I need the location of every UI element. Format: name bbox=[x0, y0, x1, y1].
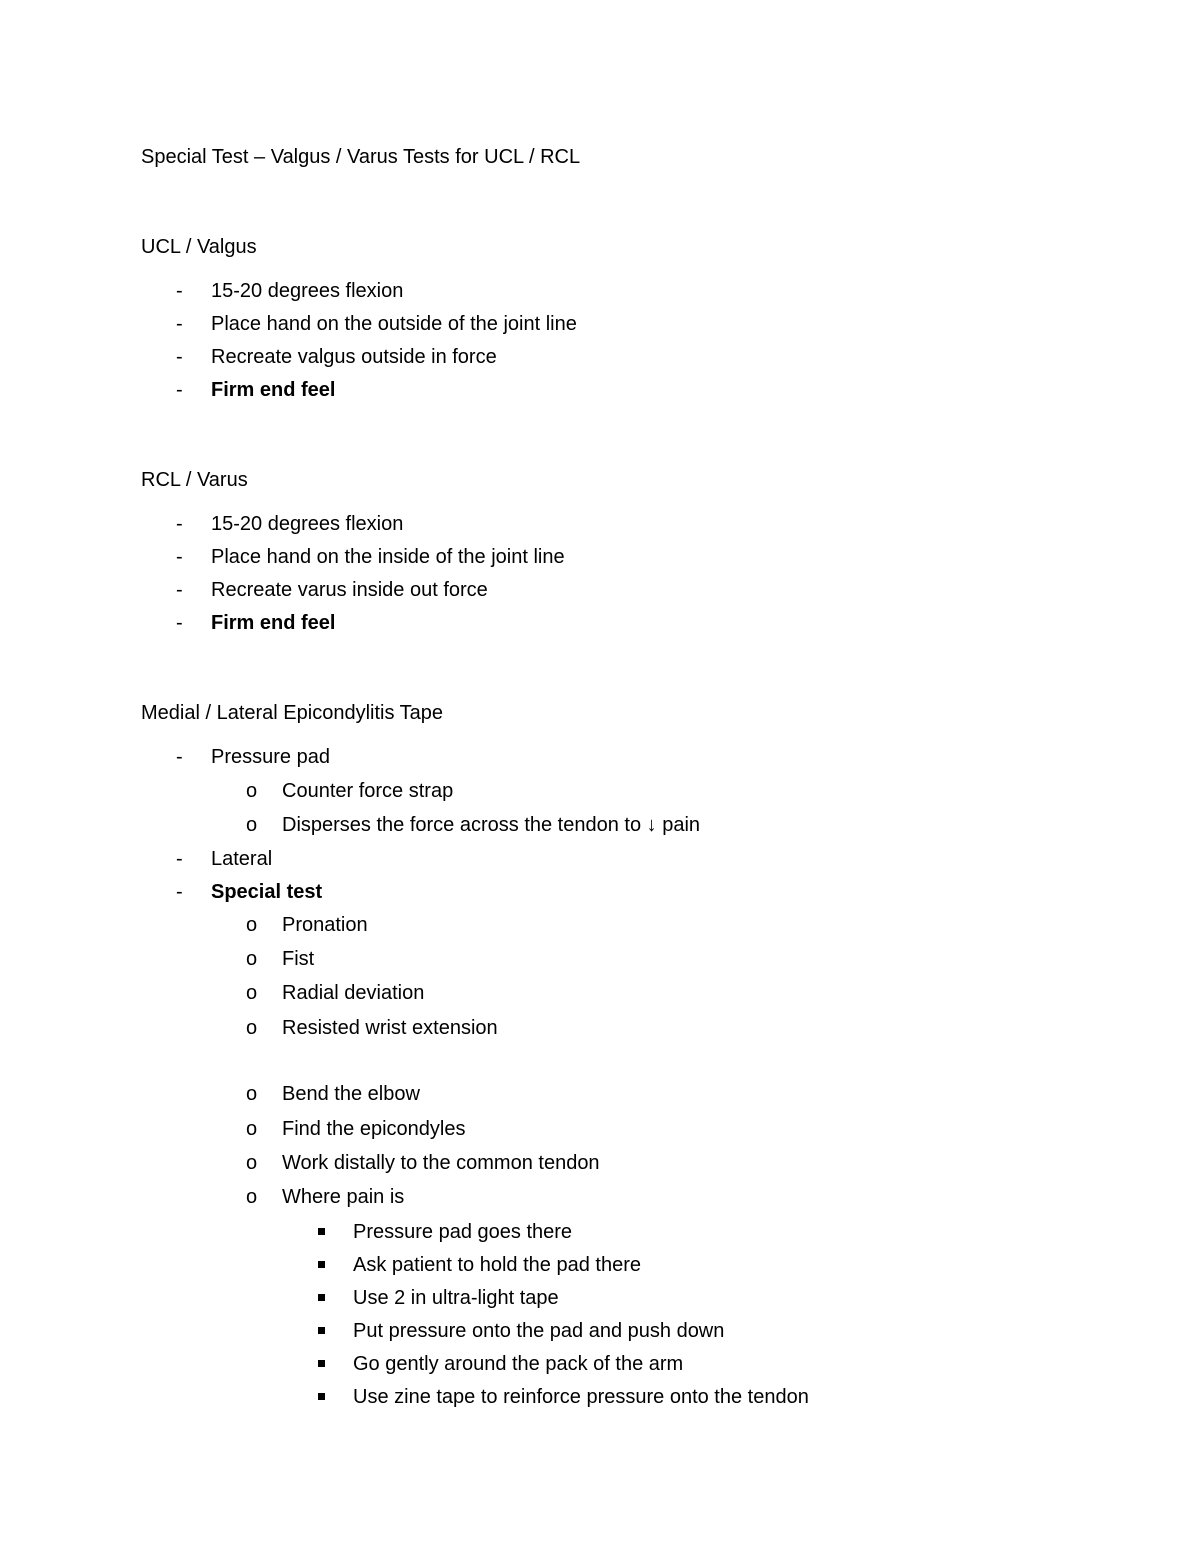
list-subitem: Pronation bbox=[282, 914, 368, 936]
list-subsubitem: Use zine tape to reinforce pressure onto the tendon bbox=[353, 1386, 809, 1408]
dash-bullet: - bbox=[176, 313, 183, 335]
circle-bullet: o bbox=[246, 982, 258, 1004]
list-item: Recreate varus inside out force bbox=[211, 579, 488, 601]
circle-bullet: o bbox=[246, 1152, 258, 1174]
list-subsubitem: Ask patient to hold the pad there bbox=[353, 1254, 641, 1276]
list-item: 15-20 degrees flexion bbox=[211, 513, 404, 535]
circle-bullet: o bbox=[246, 1017, 258, 1039]
list-item-bold: Special test bbox=[211, 881, 323, 903]
list-item: 15-20 degrees flexion bbox=[211, 280, 404, 302]
list-subitem: Where pain is bbox=[282, 1186, 405, 1208]
circle-bullet: o bbox=[246, 1083, 258, 1105]
list-subsubitem: Pressure pad goes there bbox=[353, 1221, 573, 1243]
list-item: Lateral bbox=[211, 848, 273, 870]
square-bullet bbox=[318, 1261, 325, 1268]
list-item: Place hand on the inside of the joint line bbox=[211, 546, 565, 568]
document-title: Special Test – Valgus / Varus Tests for UCL / RCL bbox=[141, 146, 581, 168]
list-subitem: Disperses the force across the tendon to ↓ pain bbox=[282, 814, 701, 836]
dash-bullet: - bbox=[176, 513, 183, 535]
list-item: Pressure pad bbox=[211, 746, 330, 768]
dash-bullet: - bbox=[176, 346, 183, 368]
circle-bullet: o bbox=[246, 914, 258, 936]
list-subitem: Resisted wrist extension bbox=[282, 1017, 498, 1039]
section-heading-epicondylitis-tape: Medial / Lateral Epicondylitis Tape bbox=[141, 702, 444, 724]
list-subitem: Work distally to the common tendon bbox=[282, 1152, 600, 1174]
dash-bullet: - bbox=[176, 379, 183, 401]
square-bullet bbox=[318, 1294, 325, 1301]
circle-bullet: o bbox=[246, 1186, 258, 1208]
section-heading-rcl-varus: RCL / Varus bbox=[141, 469, 248, 491]
dash-bullet: - bbox=[176, 579, 183, 601]
circle-bullet: o bbox=[246, 948, 258, 970]
square-bullet bbox=[318, 1327, 325, 1334]
dash-bullet: - bbox=[176, 746, 183, 768]
circle-bullet: o bbox=[246, 1118, 258, 1140]
list-subitem: Find the epicondyles bbox=[282, 1118, 466, 1140]
list-subsubitem: Go gently around the pack of the arm bbox=[353, 1353, 684, 1375]
list-item-bold: Firm end feel bbox=[211, 379, 336, 401]
circle-bullet: o bbox=[246, 814, 258, 836]
list-item: Recreate valgus outside in force bbox=[211, 346, 497, 368]
circle-bullet: o bbox=[246, 780, 258, 802]
dash-bullet: - bbox=[176, 881, 183, 903]
list-subitem: Radial deviation bbox=[282, 982, 425, 1004]
list-item: Place hand on the outside of the joint line bbox=[211, 313, 577, 335]
square-bullet bbox=[318, 1393, 325, 1400]
section-heading-ucl-valgus: UCL / Valgus bbox=[141, 236, 257, 258]
square-bullet bbox=[318, 1360, 325, 1367]
square-bullet bbox=[318, 1228, 325, 1235]
dash-bullet: - bbox=[176, 280, 183, 302]
list-subitem: Fist bbox=[282, 948, 315, 970]
list-item-bold: Firm end feel bbox=[211, 612, 336, 634]
dash-bullet: - bbox=[176, 848, 183, 870]
list-subitem: Counter force strap bbox=[282, 780, 454, 802]
list-subsubitem: Put pressure onto the pad and push down bbox=[353, 1320, 725, 1342]
list-subitem: Bend the elbow bbox=[282, 1083, 420, 1105]
list-subsubitem: Use 2 in ultra-light tape bbox=[353, 1287, 559, 1309]
dash-bullet: - bbox=[176, 612, 183, 634]
dash-bullet: - bbox=[176, 546, 183, 568]
